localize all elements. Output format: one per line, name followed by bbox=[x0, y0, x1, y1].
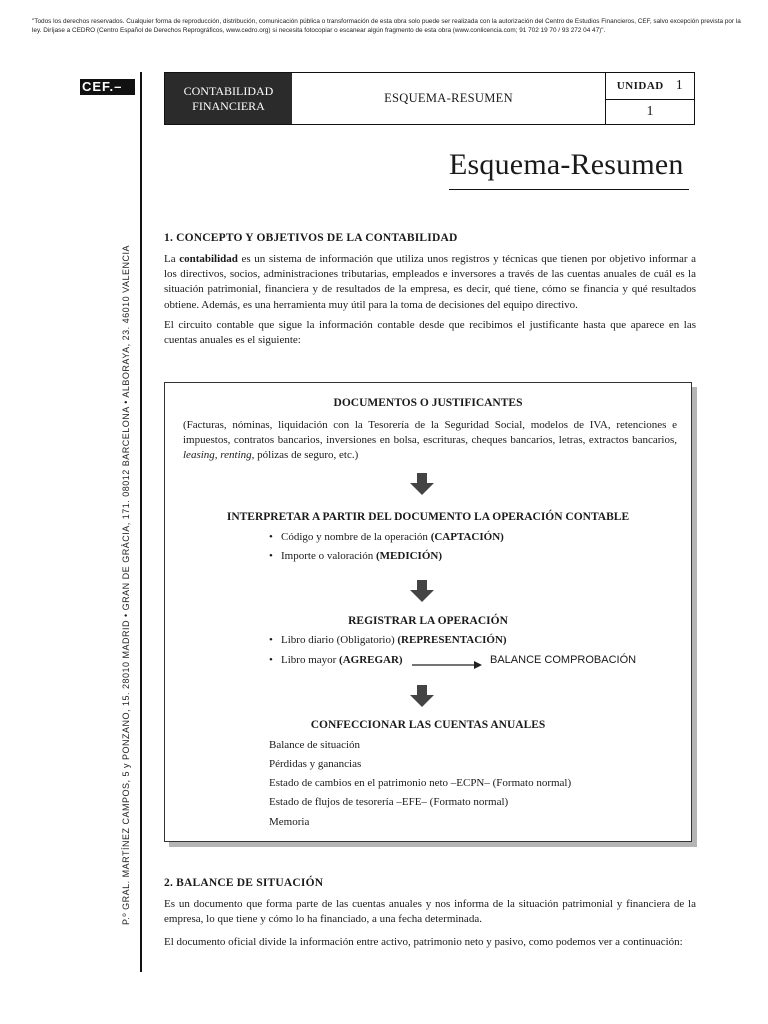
list-item: Estado de flujos de tesorería –EFE– (Formato normal) bbox=[269, 796, 509, 808]
list-item bbox=[269, 531, 504, 543]
bullet-glyph: • bbox=[269, 531, 273, 543]
step-register-title: REGISTRAR LA OPERACIÓN bbox=[348, 615, 508, 627]
bold-term: (REPRESENTACIÓN) bbox=[397, 634, 507, 646]
bullet-glyph: • bbox=[269, 634, 273, 646]
right-arrow-icon bbox=[412, 660, 482, 670]
list-item bbox=[269, 634, 507, 646]
margin-rule bbox=[140, 72, 142, 972]
section-2-paragraph-1: Es un documento que forma parte de las cuentas anuales y nos informa de la situación patrimonial y financiera de la empresa, lo que tiene y cómo lo ha financiado, a una fecha determinada. bbox=[164, 898, 696, 926]
legal-notice: "Todos los derechos reservados. Cualquier forma de reproducción, distribución, comunicación pública o transformación de esta obra solo puede ser realizada con la autorización del Centro de Estudios Financieros, CEF, salvo excepción prevista por la ley. Diríjase a CEDRO (Centro Español de Derechos Reprográficos, www.cedro.org) si necesita fotocopiar o escanear algún fragmento de esta obra (www.conlicencia.com; 91 702 19 70 / 93 272 04 47)". bbox=[32, 18, 741, 34]
text-run: La bbox=[164, 253, 180, 265]
list-item: Balance de situación bbox=[269, 739, 361, 751]
text-run: es un sistema de información que utiliza unos registros y técnicas que tienen por objetivo informar a los directivos, socios, administraciones tributarias, empleados e inversores a través de las cuentas anuales de cuál es la situación patrimonial, financiera y de resultados de la empresa, es decir, qué tiene, cómo se financia y qué resultados obtiene. Además, es una herramienta muy útil para la toma de decisiones del equipo directivo. bbox=[164, 253, 696, 311]
step-documents-text bbox=[183, 418, 677, 463]
section-1-paragraph-2: El circuito contable que sigue la información contable desde que recibimos el justificante hasta que aparece en las cuentas anuales es el siguiente: bbox=[164, 319, 696, 347]
down-arrow-icon bbox=[410, 473, 434, 495]
unit-number: 1 bbox=[675, 78, 684, 93]
title-underline bbox=[449, 189, 689, 190]
accounting-circuit-diagram bbox=[164, 382, 692, 842]
page-title: Esquema-Resumen bbox=[449, 148, 684, 181]
text-run: Libro diario (Obligatorio) bbox=[281, 634, 398, 646]
bold-term: (MEDICIÓN) bbox=[376, 550, 442, 562]
page-number: 1 bbox=[646, 104, 654, 119]
list-item: Pérdidas y ganancias bbox=[269, 758, 362, 770]
text-run: Código y nombre de la operación bbox=[281, 531, 431, 543]
header-title: ESQUEMA-RESUMEN bbox=[384, 91, 513, 105]
list-item bbox=[269, 550, 442, 562]
text-run: Importe o valoración bbox=[281, 550, 376, 562]
bullet-glyph: • bbox=[269, 654, 273, 666]
subject-block bbox=[165, 73, 292, 124]
list-item: Estado de cambios en el patrimonio neto –ECPN– (Formato normal) bbox=[269, 777, 572, 789]
list-item: Memoria bbox=[269, 816, 310, 828]
balance-comprobacion-label: BALANCE COMPROBACIÓN bbox=[490, 654, 637, 666]
text-run: , bbox=[214, 449, 221, 461]
subject-line-2: FINANCIERA bbox=[192, 98, 265, 113]
bold-term: (AGREGAR) bbox=[339, 654, 403, 666]
step-documents-title: DOCUMENTOS O JUSTIFICANTES bbox=[333, 397, 523, 409]
unit-header bbox=[164, 72, 695, 125]
text-run: , pólizas de seguro, etc.) bbox=[251, 449, 359, 461]
vertical-address: P.º GRAL. MARTÍNEZ CAMPOS, 5 y PONZANO, 15. 28010 MADRID • GRAN DE GRÀCIA, 171. 08012 BARCELONA • ALBORAYA, 23. 46010 VALENCIA bbox=[121, 245, 131, 925]
step-annual-accounts-title: CONFECCIONAR LAS CUENTAS ANUALES bbox=[310, 719, 546, 731]
text-run: Libro mayor bbox=[281, 654, 340, 666]
cef-logo: CEF.– bbox=[80, 79, 135, 95]
bullet-glyph: • bbox=[269, 550, 273, 562]
unit-label: UNIDAD bbox=[616, 80, 664, 92]
italic-term: renting bbox=[220, 449, 252, 461]
unit-cell bbox=[606, 73, 694, 100]
bold-term: contabilidad bbox=[179, 253, 238, 265]
section-1-paragraph-1 bbox=[164, 252, 696, 313]
text-run: (Facturas, nóminas, liquidación con la Tesorería de la Seguridad Social, modelos de IVA, retenciones e impuestos, contratos bancarios, inversiones en bolsa, escrituras, cheques bancarios, letras, extractos bancarios, bbox=[183, 419, 677, 446]
bold-term: (CAPTACIÓN) bbox=[430, 531, 504, 543]
section-2-heading: 2. BALANCE DE SITUACIÓN bbox=[164, 877, 324, 889]
down-arrow-icon bbox=[410, 580, 434, 602]
subject-line-1: CONTABILIDAD bbox=[183, 83, 274, 98]
down-arrow-icon bbox=[410, 685, 434, 707]
unit-block bbox=[605, 73, 694, 124]
list-item bbox=[269, 654, 403, 666]
italic-term: leasing bbox=[183, 449, 215, 461]
section-2-paragraph-2: El documento oficial divide la información entre activo, patrimonio neto y pasivo, como podemos ver a continuación: bbox=[164, 936, 683, 948]
section-1-heading: 1. CONCEPTO Y OBJETIVOS DE LA CONTABILIDAD bbox=[164, 232, 458, 244]
step-interpret-title: INTERPRETAR A PARTIR DEL DOCUMENTO LA OPERACIÓN CONTABLE bbox=[226, 511, 630, 523]
